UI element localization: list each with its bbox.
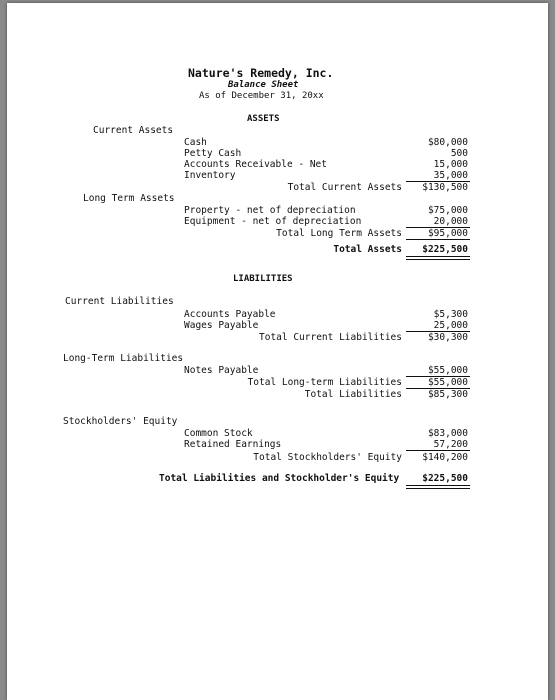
grand-total-label: Total Liabilities and Stockholder's Equity xyxy=(159,473,400,484)
liabilities-heading: LIABILITIES xyxy=(233,274,293,284)
double-underline xyxy=(406,485,470,489)
total-liabilities-label: Total Liabilities xyxy=(304,389,402,400)
total-current-assets-label: Total Current Assets xyxy=(287,182,402,193)
asset-item-label: Inventory xyxy=(184,170,236,181)
assets-heading: ASSETS xyxy=(247,114,280,124)
total-current-assets-value: $130,500 xyxy=(422,182,468,193)
total-stockholders-equity-label: Total Stockholders' Equity xyxy=(253,452,402,463)
asset-item-value: 500 xyxy=(450,148,468,159)
long-term-assets-label: Long Term Assets xyxy=(83,193,175,204)
asset-item-value: $75,000 xyxy=(427,205,468,216)
equity-item-label: Common Stock xyxy=(184,428,253,439)
stockholders-equity-label: Stockholders' Equity xyxy=(63,416,178,427)
equity-item-label: Retained Earnings xyxy=(184,439,282,450)
total-long-term-assets-label: Total Long Term Assets xyxy=(276,228,402,239)
asset-item-value: 15,000 xyxy=(433,159,468,170)
asset-item-value: 35,000 xyxy=(433,170,468,181)
company-name: Nature's Remedy, Inc. xyxy=(188,66,334,80)
asset-item-value: $80,000 xyxy=(427,137,468,148)
total-assets-label: Total Assets xyxy=(333,244,402,255)
current-assets-label: Current Assets xyxy=(93,125,174,136)
liability-item-value: $55,000 xyxy=(427,365,468,376)
grand-total-value: $225,500 xyxy=(422,473,468,484)
liability-item-label: Accounts Payable xyxy=(184,309,276,320)
asset-item-label: Cash xyxy=(184,137,207,148)
asset-item-label: Property - net of depreciation xyxy=(184,205,356,216)
total-assets-value: $225,500 xyxy=(422,244,468,255)
equity-item-value: $83,000 xyxy=(427,428,468,439)
asset-item-value: 20,000 xyxy=(433,216,468,227)
statement-date: As of December 31, 20xx xyxy=(199,91,324,101)
total-long-term-liabilities-value: $55,000 xyxy=(427,377,468,388)
statement-title: Balance Sheet xyxy=(228,80,299,90)
total-long-term-liabilities-label: Total Long-term Liabilities xyxy=(247,377,402,388)
equity-item-value: 57,200 xyxy=(433,439,468,450)
total-long-term-assets-value: $95,000 xyxy=(427,228,468,239)
underline xyxy=(406,239,470,240)
liability-item-label: Notes Payable xyxy=(184,365,259,376)
long-term-liabilities-label: Long-Term Liabilities xyxy=(63,353,184,364)
asset-item-label: Equipment - net of depreciation xyxy=(184,216,362,227)
document-page xyxy=(7,3,548,700)
current-liabilities-label: Current Liabilities xyxy=(65,296,174,307)
underline xyxy=(406,450,470,451)
total-current-liabilities-value: $30,300 xyxy=(427,332,468,343)
total-current-liabilities-label: Total Current Liabilities xyxy=(259,332,402,343)
total-liabilities-value: $85,300 xyxy=(427,389,468,400)
liability-item-label: Wages Payable xyxy=(184,320,259,331)
total-stockholders-equity-value: $140,200 xyxy=(422,452,468,463)
liability-item-value: 25,000 xyxy=(433,320,468,331)
asset-item-label: Accounts Receivable - Net xyxy=(184,159,327,170)
liability-item-value: $5,300 xyxy=(433,309,468,320)
asset-item-label: Petty Cash xyxy=(184,148,242,159)
double-underline xyxy=(406,256,470,260)
